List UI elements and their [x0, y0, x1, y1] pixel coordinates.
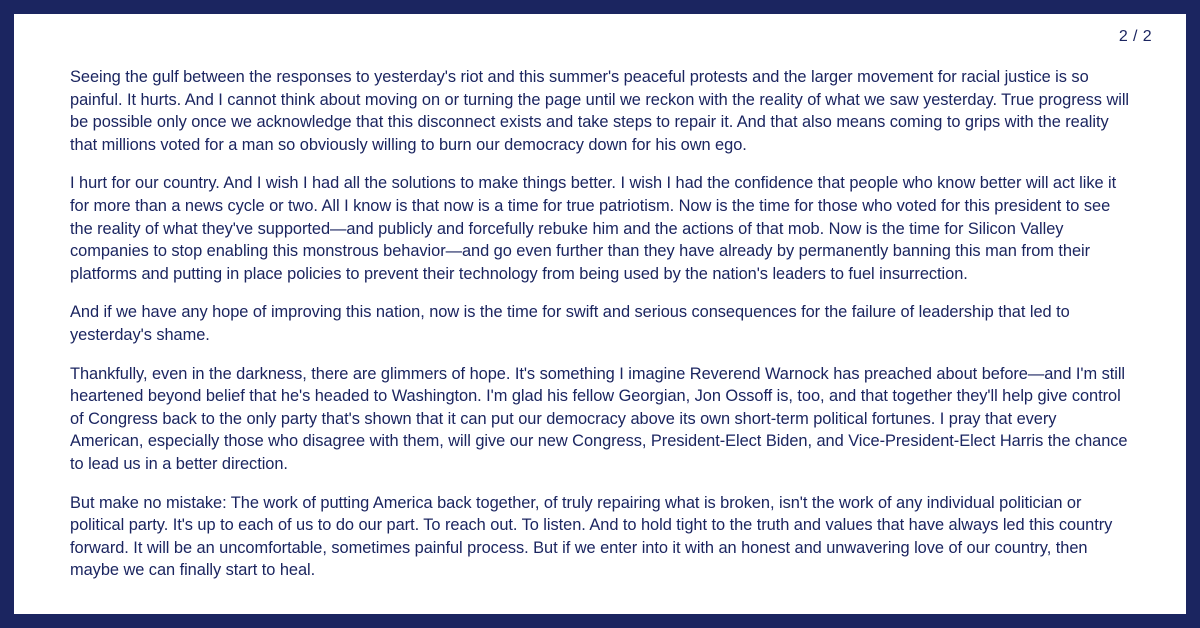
statement-body — [70, 66, 1130, 582]
paragraph: But make no mistake: The work of putting America back together, of truly repairing what is broken, isn't the work of any individual politician or political party. It's up to each of us to do our part. To reach out. To listen. And to hold tight to the truth and values that have always led this country forward. It will be an uncomfortable, sometimes painful process. But if we enter into it with an honest and unwavering love of our country, then maybe we can finally start to heal. — [70, 493, 1113, 580]
statement-card — [14, 14, 1186, 614]
paragraph: Thankfully, even in the darkness, there are glimmers of hope. It's something I imagine Reverend Warnock has preached about before—and I'm still heartened beyond belief that he's headed to Washington. I'm glad his fellow Georgian, Jon Ossoff is, too, and that together they'll help give control of Congress back to the only party that's shown that it can put our democracy above its own short-term political fortunes. I pray that every American, especially those who disagree with them, will give our new Congress, President-Elect Biden, and Vice-President-Elect Harris the chance to lead us in a better direction. — [70, 364, 1128, 473]
paragraph: Seeing the gulf between the responses to yesterday's riot and this summer's peaceful protests and the larger movement for racial justice is so painful. It hurts. And I cannot think about moving on or turning the page until we reckon with the reality of what we saw yesterday. True progress will be possible only once we acknowledge that this disconnect exists and take steps to repair it. And that also means coming to grips with the reality that millions voted for a man so obviously willing to burn our democracy down for his own ego. — [70, 68, 1130, 154]
paragraph: I hurt for our country. And I wish I had all the solutions to make things better. I wish I had the confidence that people who know better will act like it for more than a news cycle or two. All I know is that now is a time for true patriotism. Now is the time for those who voted for this president to see the reality of what they've supported—and publicly and forcefully rebuke him and the actions of that mob. Now is the time for Silicon Valley companies to stop enabling this monstrous behavior—and go even further than they have already by permanently banning this man from their platforms and putting in place policies to prevent their technology from being used by the nation's leaders to fuel insurrection. — [70, 174, 1117, 283]
paragraph: And if we have any hope of improving this nation, now is the time for swift and serious consequences for the failure of leadership that led to yesterday's shame. — [70, 303, 1070, 344]
page-indicator: 2 / 2 — [1118, 28, 1152, 45]
